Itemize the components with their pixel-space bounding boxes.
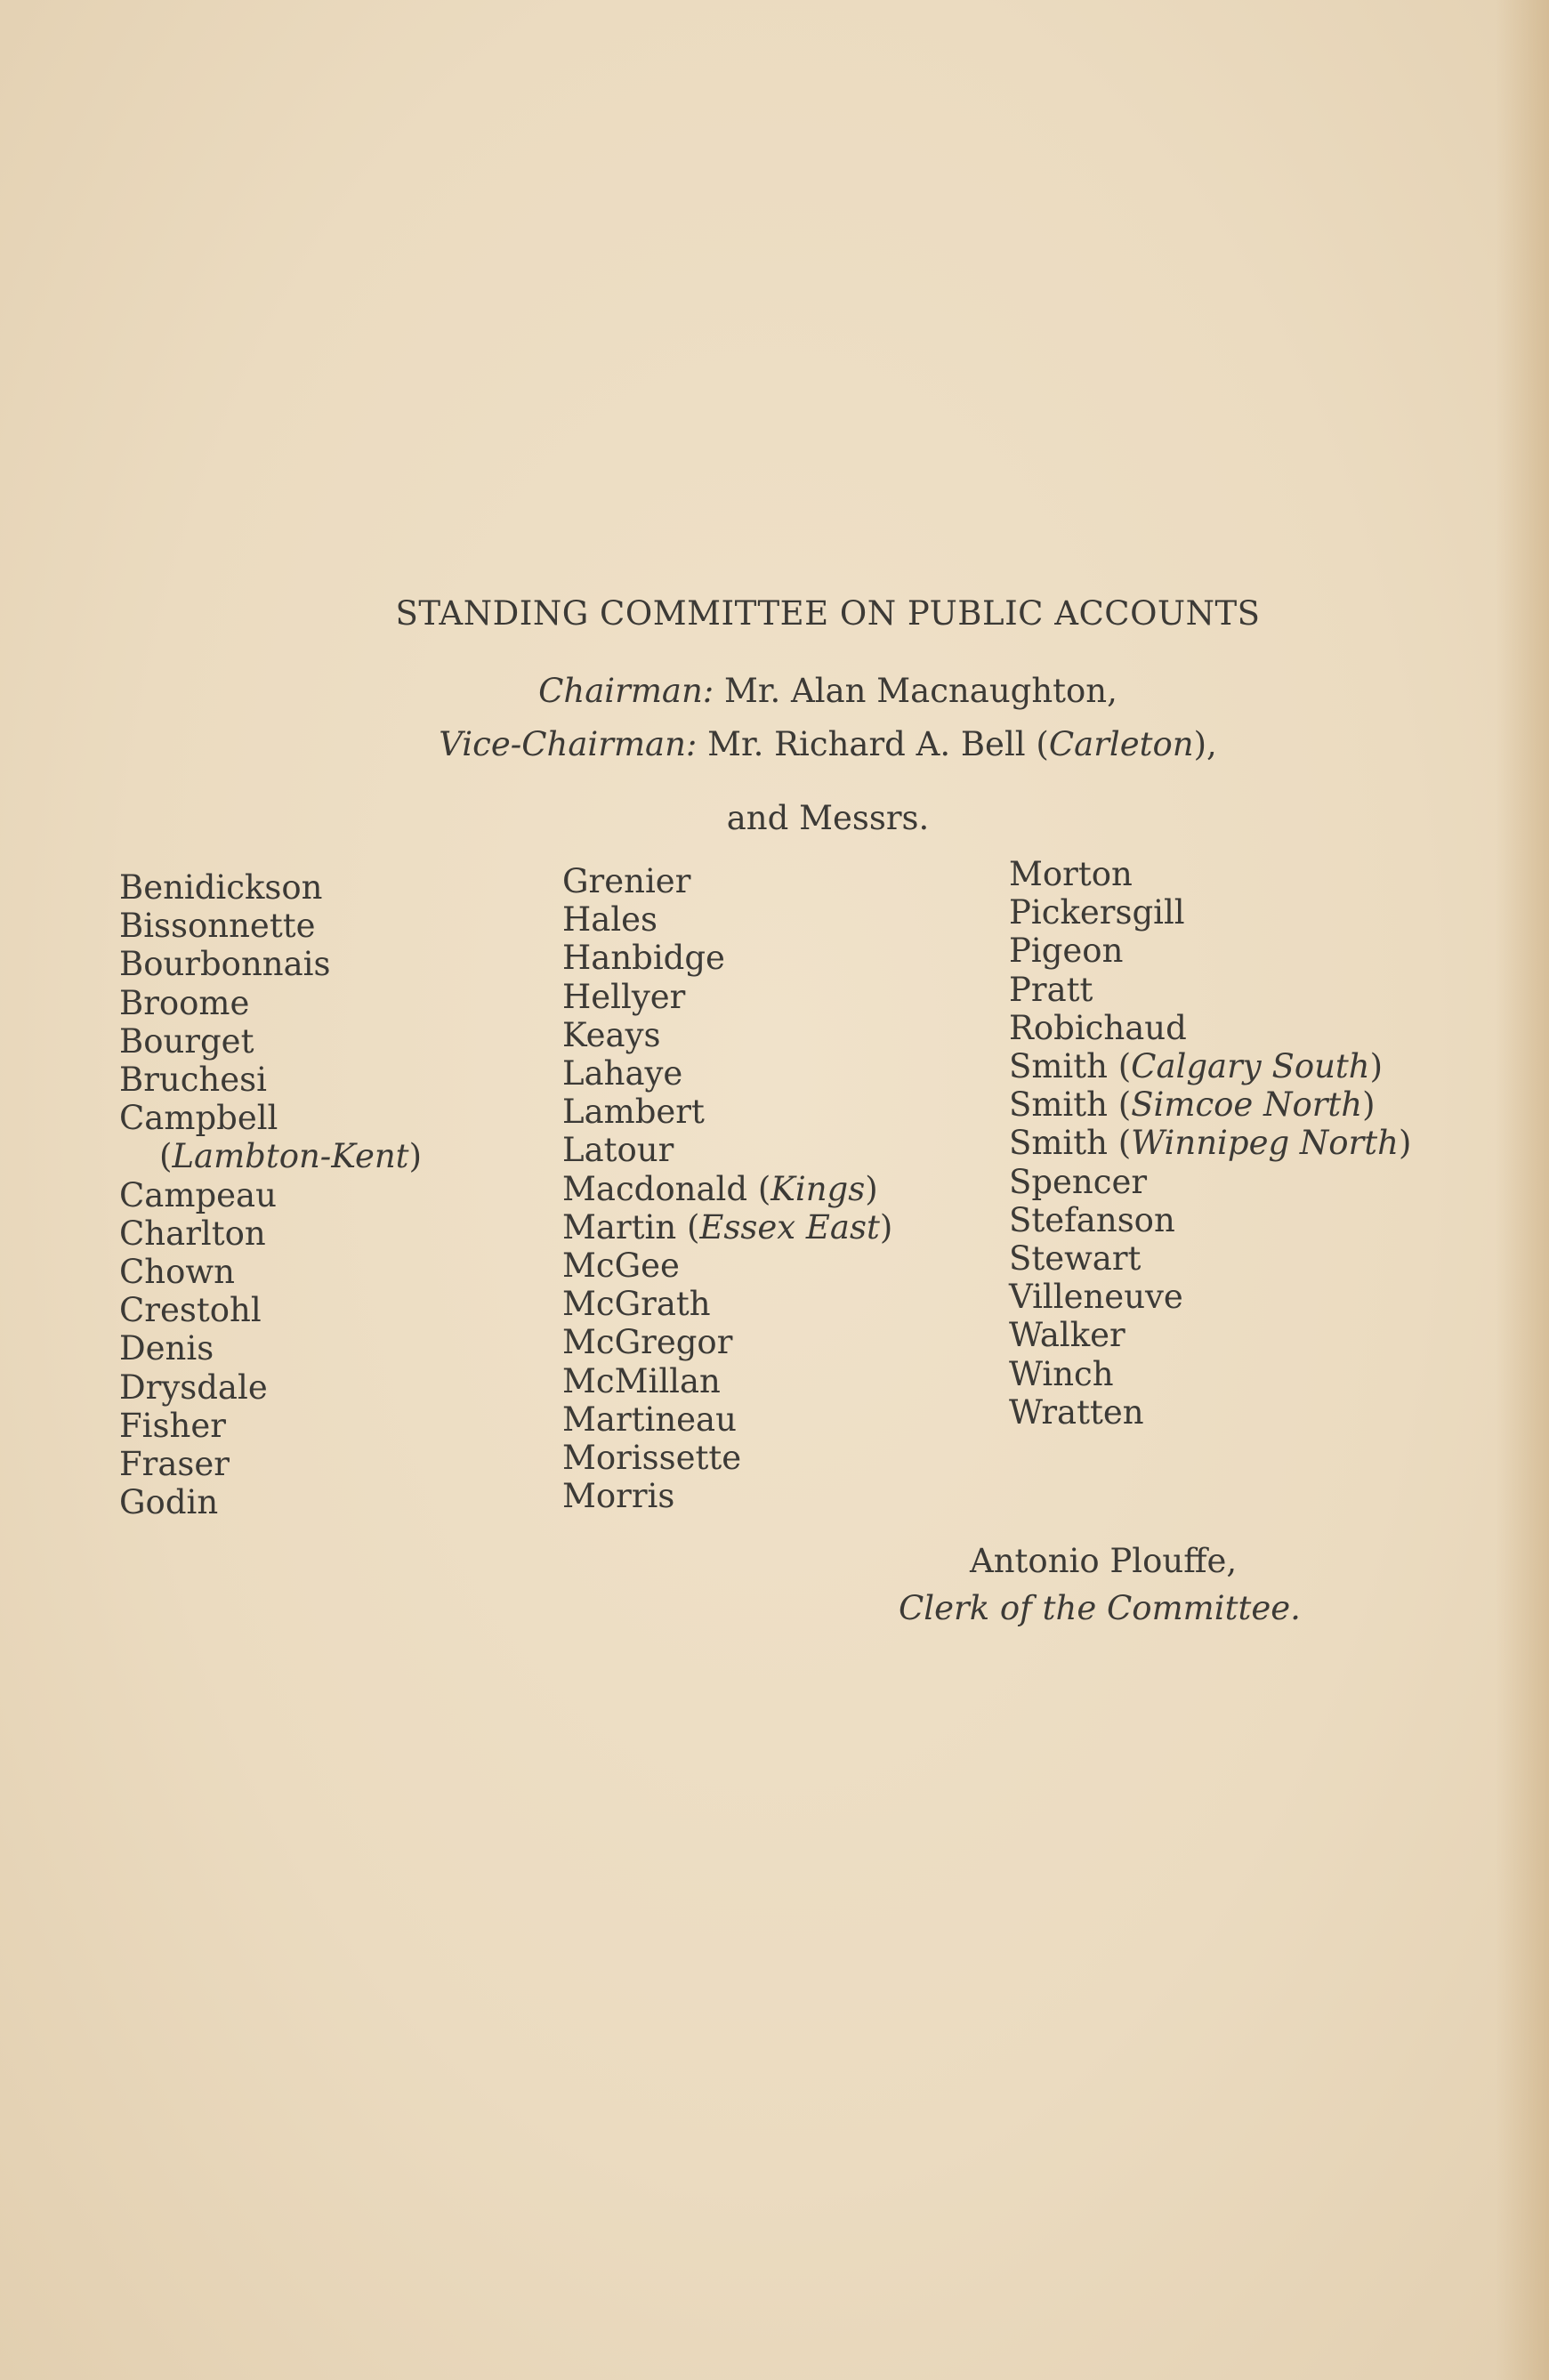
member-name <box>119 1099 422 1137</box>
member-name <box>119 1176 422 1214</box>
member-riding: Kings <box>770 1169 866 1208</box>
member-name <box>119 1214 422 1253</box>
member-name <box>562 1400 892 1439</box>
member-surname: Bissonnette <box>119 907 316 946</box>
member-riding: Essex East <box>699 1207 880 1246</box>
member-name <box>1009 1355 1411 1393</box>
member-name <box>1009 932 1411 970</box>
member-name <box>562 1439 892 1477</box>
member-name <box>119 1407 422 1445</box>
member-surname: Chown <box>119 1253 235 1292</box>
member-name <box>1009 855 1411 893</box>
member-name <box>119 1061 422 1099</box>
member-name <box>1009 971 1411 1009</box>
member-name <box>119 1368 422 1407</box>
member-riding: Winnipeg North <box>1131 1124 1399 1163</box>
member-surname: Denis <box>119 1329 214 1368</box>
member-surname: Bourbonnais <box>119 945 331 984</box>
member-surname: Pigeon <box>1009 932 1124 971</box>
member-surname: McGrath <box>562 1285 711 1324</box>
member-surname: Crestohl <box>119 1291 262 1330</box>
vice-chairman-riding-open: ( <box>1036 725 1049 763</box>
member-surname: Campbell <box>119 1099 278 1138</box>
committee-heading: STANDING COMMITTEE ON PUBLIC ACCOUNTS <box>395 594 1261 633</box>
member-name <box>562 1016 892 1054</box>
member-surname: Smith <box>1009 1085 1108 1125</box>
and-messrs: and Messrs. <box>726 799 930 837</box>
member-surname: McGregor <box>562 1323 733 1362</box>
vice-chairman-name: Mr. Richard A. Bell <box>707 725 1026 763</box>
member-riding: Lambton-Kent <box>172 1137 409 1176</box>
member-surname: Macdonald <box>562 1169 748 1208</box>
members-column-3 <box>1009 855 1411 1432</box>
member-name <box>562 1093 892 1131</box>
chairman-line <box>0 672 1549 710</box>
member-riding: Calgary South <box>1131 1047 1370 1086</box>
member-surname: Lahaye <box>562 1054 683 1093</box>
member-name <box>1009 1201 1411 1239</box>
member-surname: Fraser <box>119 1445 230 1484</box>
member-name <box>119 1291 422 1329</box>
member-surname: McGee <box>562 1246 680 1286</box>
member-surname: Fisher <box>119 1406 226 1445</box>
member-surname: Winch <box>1009 1354 1114 1393</box>
member-name <box>1009 1316 1411 1354</box>
member-surname: Godin <box>119 1483 219 1522</box>
member-name <box>1009 1393 1411 1432</box>
member-surname: Hanbidge <box>562 939 725 978</box>
member-name <box>119 868 422 907</box>
member-name <box>1009 1239 1411 1278</box>
member-surname: Grenier <box>562 862 691 900</box>
member-name: Martin (Essex East) <box>562 1207 893 1246</box>
member-name <box>562 939 892 977</box>
member-surname: Robichaud <box>1009 1008 1187 1047</box>
member-name: (Lambton-Kent) <box>159 1137 422 1176</box>
clerk-name: Antonio Plouffe, <box>970 1542 1238 1580</box>
member-surname: McMillan <box>562 1361 721 1400</box>
member-name <box>1009 1278 1411 1316</box>
member-surname: Latour <box>562 1131 674 1170</box>
member-name <box>119 907 422 945</box>
members-column-1 <box>119 868 422 1521</box>
member-name <box>562 1362 892 1400</box>
member-name <box>562 1477 892 1515</box>
member-surname: Charlton <box>119 1214 266 1253</box>
member-surname: Martin <box>562 1207 677 1246</box>
member-name <box>119 1253 422 1291</box>
member-surname: Hales <box>562 900 658 940</box>
member-surname: Pickersgill <box>1009 893 1185 932</box>
member-surname: Morton <box>1009 855 1133 893</box>
member-name <box>562 1246 892 1285</box>
member-name <box>562 1054 892 1093</box>
member-surname: Stefanson <box>1009 1200 1175 1239</box>
member-name <box>562 900 892 939</box>
member-surname: Bruchesi <box>119 1061 267 1100</box>
page-edge-shadow <box>1496 0 1549 2380</box>
clerk-title: Clerk of the Committee. <box>899 1589 1301 1627</box>
member-riding: Simcoe North <box>1131 1085 1363 1125</box>
member-surname: Wratten <box>1009 1392 1144 1432</box>
member-name <box>562 1285 892 1323</box>
member-name <box>1009 1009 1411 1047</box>
member-surname: Stewart <box>1009 1239 1142 1279</box>
member-name: Macdonald (Kings) <box>562 1169 878 1208</box>
vice-chairman-riding-close: ), <box>1193 725 1217 763</box>
member-name <box>562 978 892 1016</box>
member-surname: Spencer <box>1009 1162 1148 1201</box>
member-name: Smith (Calgary South) <box>1009 1047 1384 1086</box>
member-surname: Benidickson <box>119 868 323 907</box>
member-surname: Smith <box>1009 1047 1108 1086</box>
chairman-role: Chairman: <box>538 672 714 710</box>
member-name <box>119 1022 422 1061</box>
member-surname: Martineau <box>562 1400 737 1439</box>
member-name: Smith (Simcoe North) <box>1009 1085 1376 1125</box>
member-name <box>1009 1163 1411 1201</box>
members-column-2 <box>562 862 892 1515</box>
member-name <box>119 1483 422 1521</box>
member-surname: Morris <box>562 1477 675 1516</box>
vice-chairman-role: Vice-Chairman: <box>439 725 698 763</box>
member-surname: Lambert <box>562 1093 705 1132</box>
member-name <box>562 1131 892 1169</box>
member-surname: Pratt <box>1009 970 1093 1009</box>
member-surname: Bourget <box>119 1021 254 1061</box>
member-name <box>119 1329 422 1367</box>
member-name <box>562 1323 892 1361</box>
member-surname: Campeau <box>119 1175 277 1214</box>
member-name <box>119 1445 422 1483</box>
member-surname: Villeneuve <box>1009 1278 1183 1317</box>
member-surname: Broome <box>119 983 250 1022</box>
member-surname: Smith <box>1009 1124 1108 1163</box>
vice-chairman-line <box>0 725 1549 763</box>
vice-chairman-riding: Carleton <box>1048 725 1194 763</box>
member-surname: Walker <box>1009 1316 1125 1355</box>
member-surname: Morissette <box>562 1439 742 1478</box>
member-surname: Keays <box>562 1015 661 1054</box>
member-surname: Drysdale <box>119 1367 268 1407</box>
member-name <box>119 945 422 983</box>
member-name <box>562 862 892 900</box>
member-name <box>1009 893 1411 932</box>
chairman-name: Mr. Alan Macnaughton, <box>724 672 1117 710</box>
member-surname: Hellyer <box>562 977 686 1016</box>
member-name: Smith (Winnipeg North) <box>1009 1124 1412 1163</box>
member-name <box>119 984 422 1022</box>
